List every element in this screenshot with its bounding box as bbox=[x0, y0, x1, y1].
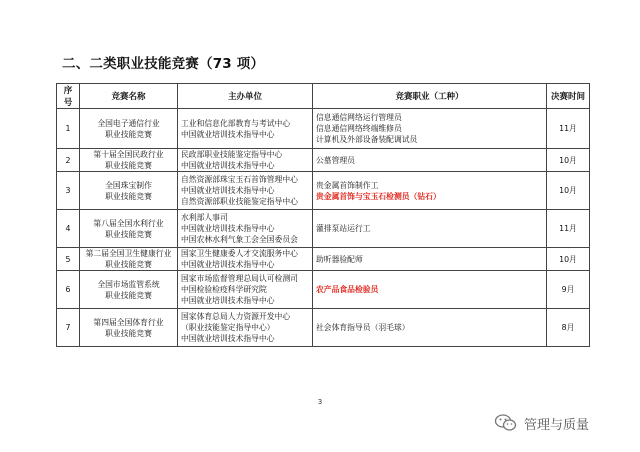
competition-name-line: 职业技能竞赛 bbox=[105, 129, 152, 139]
organizer-line: 民政部职业技能鉴定指导中心 bbox=[181, 150, 283, 159]
row-number: 1 bbox=[57, 109, 80, 149]
organizer-line: 自然资源部珠宝玉石首饰管理中心 bbox=[181, 175, 298, 184]
occupation bbox=[313, 309, 547, 347]
competition-name bbox=[80, 309, 178, 347]
final-time: 11月 bbox=[547, 109, 590, 149]
organizer-line: 中国农林水利气象工会全国委员会 bbox=[181, 235, 298, 244]
occupation-line: 灌排泵站运行工 bbox=[316, 224, 371, 233]
organizer bbox=[178, 248, 313, 271]
occupation-line: 信息通信网络运行管理员 bbox=[316, 113, 402, 122]
competition-name-line: 职业技能竞赛 bbox=[105, 260, 152, 269]
row-number: 3 bbox=[57, 172, 80, 210]
organizer-line: 中国检验检疫科学研究院 bbox=[181, 285, 267, 294]
occupation-line-highlighted: 贵金属首饰与宝玉石检测员（钻石） bbox=[316, 191, 441, 201]
organizer bbox=[178, 109, 313, 149]
header-no: 序号 bbox=[57, 84, 80, 109]
table-row bbox=[57, 248, 590, 271]
competition-name bbox=[80, 248, 178, 271]
competition-name bbox=[80, 149, 178, 172]
occupation bbox=[313, 109, 547, 149]
table-row bbox=[57, 149, 590, 172]
watermark bbox=[494, 413, 589, 433]
final-time: 8月 bbox=[547, 309, 590, 347]
final-time: 11月 bbox=[547, 210, 590, 248]
organizer-line: 工业和信息化部教育与考试中心 bbox=[181, 118, 291, 128]
organizer-line: 水利部人事司 bbox=[181, 213, 228, 222]
competition-table bbox=[56, 83, 590, 347]
watermark-text: 管理与质量 bbox=[524, 417, 590, 433]
row-number: 4 bbox=[57, 210, 80, 248]
organizer bbox=[178, 271, 313, 309]
organizer-line: 国家体育总局人力资源开发中心 bbox=[181, 312, 291, 321]
competition-name bbox=[80, 271, 178, 309]
header-org: 主办单位 bbox=[178, 84, 313, 109]
organizer-line: 中国就业培训技术指导中心 bbox=[181, 224, 275, 233]
wechat-icon bbox=[494, 413, 518, 433]
competition-name-line: 职业技能竞赛 bbox=[105, 229, 152, 239]
competition-name bbox=[80, 210, 178, 248]
table-row bbox=[57, 172, 590, 210]
organizer bbox=[178, 210, 313, 248]
row-number: 6 bbox=[57, 271, 80, 309]
competition-name-line: 第十届全国民政行业 bbox=[93, 150, 164, 159]
organizer bbox=[178, 172, 313, 210]
competition-name-line: 第八届全国水利行业 bbox=[93, 218, 164, 228]
competition-name-line: 全国珠宝制作 bbox=[105, 180, 152, 190]
competition-name-line: 第二届全国卫生健康行业 bbox=[85, 249, 172, 258]
occupation-line: 助听器验配师 bbox=[316, 254, 363, 264]
table-row bbox=[57, 271, 590, 309]
competition-name bbox=[80, 172, 178, 210]
organizer-line: 中国就业培训技术指导中心 bbox=[181, 260, 275, 269]
organizer-line: 中国就业培训技术指导中心 bbox=[181, 186, 275, 195]
occupation-line: 计算机及外部设备装配调试员 bbox=[316, 135, 418, 144]
table-row bbox=[57, 109, 590, 149]
organizer-line: 国家卫生健康委人才交流服务中心 bbox=[181, 249, 298, 258]
occupation-line: 社会体育指导员（羽毛球） bbox=[316, 323, 410, 332]
row-number: 5 bbox=[57, 248, 80, 271]
competition-name-line: 职业技能竞赛 bbox=[105, 161, 152, 170]
occupation bbox=[313, 149, 547, 172]
final-time: 10月 bbox=[547, 149, 590, 172]
organizer-line: （职业技能鉴定指导中心） bbox=[181, 323, 275, 332]
organizer bbox=[178, 309, 313, 347]
organizer-line: 中国就业培训技术指导中心 bbox=[181, 334, 275, 343]
organizer-line: 中国就业培训技术指导中心 bbox=[181, 161, 275, 170]
occupation-line-highlighted: 农产品食品检验员 bbox=[316, 285, 379, 294]
table-row bbox=[57, 210, 590, 248]
organizer-line: 中国就业培训技术指导中心 bbox=[181, 296, 275, 305]
header-time: 决赛时间 bbox=[547, 84, 590, 109]
occupation-line: 贵金属首饰制作工 bbox=[316, 180, 379, 190]
table-header-row bbox=[57, 84, 590, 109]
competition-name bbox=[80, 109, 178, 149]
competition-name-line: 职业技能竞赛 bbox=[105, 191, 152, 201]
occupation bbox=[313, 271, 547, 309]
occupation bbox=[313, 172, 547, 210]
page-number: 3 bbox=[317, 398, 323, 406]
final-time: 9月 bbox=[547, 271, 590, 309]
header-job: 竞赛职业（工种） bbox=[313, 84, 547, 109]
organizer-line: 自然资源部职业技能鉴定指导中心 bbox=[181, 197, 298, 206]
competition-name-line: 职业技能竞赛 bbox=[105, 290, 152, 300]
occupation-line: 信息通信网络终端维修员 bbox=[316, 124, 402, 133]
occupation bbox=[313, 210, 547, 248]
competition-name-line: 全国市场监管系统 bbox=[97, 279, 160, 289]
final-time: 10月 bbox=[547, 172, 590, 210]
row-number: 7 bbox=[57, 309, 80, 347]
competition-name-line: 全国电子通信行业 bbox=[97, 118, 160, 128]
final-time: 10月 bbox=[547, 248, 590, 271]
competition-name-line: 职业技能竞赛 bbox=[105, 328, 152, 338]
header-name: 竞赛名称 bbox=[80, 84, 178, 109]
row-number: 2 bbox=[57, 149, 80, 172]
organizer bbox=[178, 149, 313, 172]
competition-name-line: 第四届全国体育行业 bbox=[93, 317, 164, 327]
section-heading: 二、二类职业技能竞赛（73 项） bbox=[62, 56, 265, 72]
occupation-line: 公墓管理员 bbox=[316, 155, 355, 165]
occupation bbox=[313, 248, 547, 271]
organizer-line: 国家市场监督管理总局认可检测司 bbox=[181, 274, 298, 283]
table-row bbox=[57, 309, 590, 347]
organizer-line: 中国就业培训技术指导中心 bbox=[181, 129, 275, 139]
